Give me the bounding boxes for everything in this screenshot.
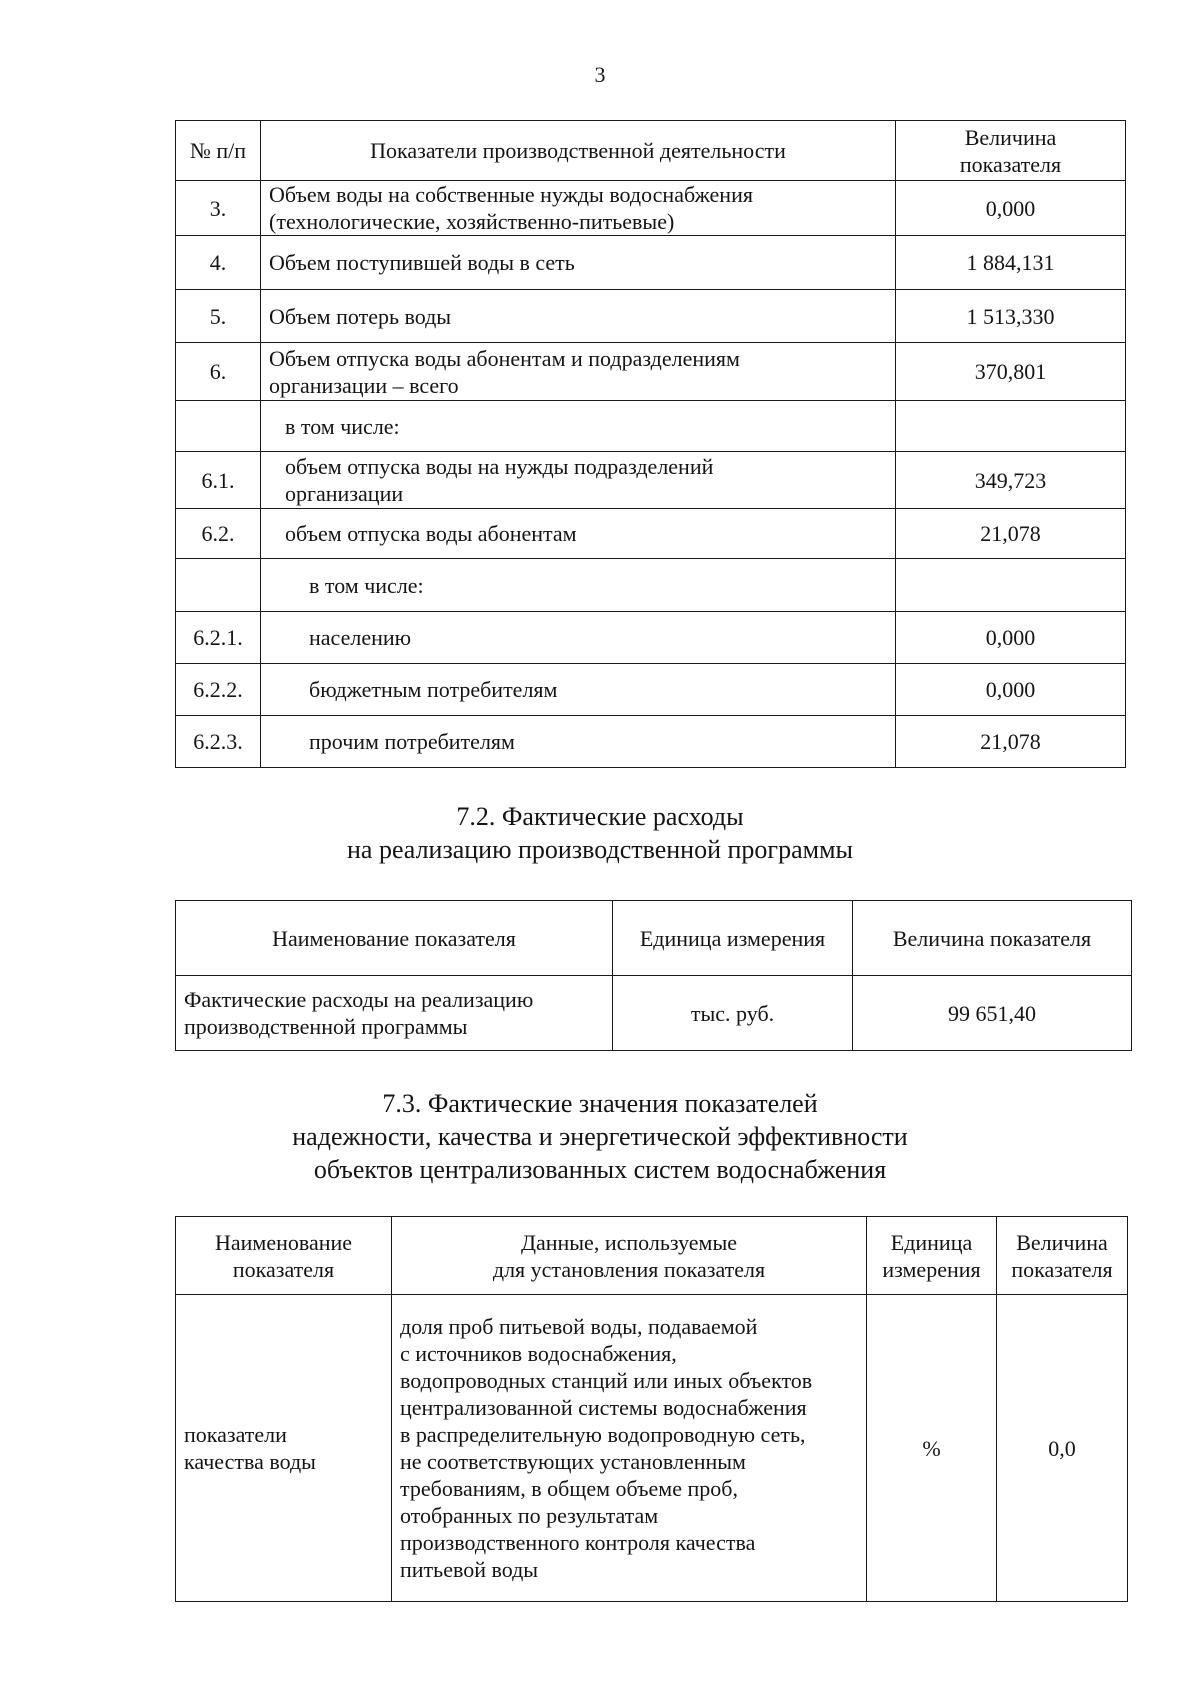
section-7-3-title-line2: надежности, качества и энергетической эффективности xyxy=(292,1122,908,1151)
section-7-3-title-line3: объектов централизованных систем водоснабжения xyxy=(313,1155,887,1184)
table-row xyxy=(176,664,1126,716)
header-unit-line2: измерения xyxy=(882,1256,981,1282)
table-row xyxy=(176,236,1126,290)
header-data xyxy=(392,1217,867,1295)
row-indicator: населению xyxy=(261,612,896,664)
row-value: 0,0 xyxy=(997,1295,1128,1602)
row-name xyxy=(176,1295,392,1602)
row-data-line: централизованной системы водоснабжения xyxy=(400,1395,807,1420)
row-num xyxy=(176,559,261,612)
section-7-2-title xyxy=(0,800,1200,866)
row-num: 3. xyxy=(176,181,261,236)
row-num: 6.1. xyxy=(176,452,261,509)
table-row xyxy=(176,343,1126,401)
row-value: 21,078 xyxy=(896,509,1126,559)
table-row xyxy=(176,181,1126,236)
row-data-line: не соответствующих установленным xyxy=(400,1449,746,1474)
row-value: 1 513,330 xyxy=(896,290,1126,343)
header-name-line1: Наименование xyxy=(214,1229,353,1255)
row-data-line: водопроводных станций или иных объектов xyxy=(400,1368,813,1393)
row-data-line: в распределительную водопроводную сеть, xyxy=(400,1422,806,1447)
row-indicator: в том числе: xyxy=(261,559,896,612)
row-value xyxy=(896,559,1126,612)
row-num: 6. xyxy=(176,343,261,401)
row-value: 21,078 xyxy=(896,716,1126,768)
row-indicator: Объем потерь воды xyxy=(261,290,896,343)
row-num: 6.2.1. xyxy=(176,612,261,664)
row-indicator: в том числе: xyxy=(261,401,896,452)
row-data xyxy=(392,1295,867,1602)
row-indicator: объем отпуска воды абонентам xyxy=(261,509,896,559)
row-indicator xyxy=(261,181,896,236)
row-indicator-line1: объем отпуска воды на нужды подразделений xyxy=(285,454,714,479)
header-unit: Единица измерения xyxy=(613,901,853,976)
table-header-row xyxy=(176,1217,1128,1295)
row-value: 370,801 xyxy=(896,343,1126,401)
row-data-line: доля проб питьевой воды, подаваемой xyxy=(400,1314,758,1339)
row-data-line: с источников водоснабжения, xyxy=(400,1341,677,1366)
section-7-3-title-line1: 7.3. Фактические значения показателей xyxy=(382,1089,818,1118)
header-data-line1: Данные, используемые xyxy=(520,1229,738,1255)
row-indicator xyxy=(261,452,896,509)
table-row xyxy=(176,1295,1128,1602)
row-indicator-line2: (технологические, хозяйственно-питьевые) xyxy=(269,209,675,234)
table-row xyxy=(176,452,1126,509)
header-value-line2: показателя xyxy=(959,151,1062,177)
header-value-line1: Величина xyxy=(1016,1229,1108,1255)
row-num: 6.2.3. xyxy=(176,716,261,768)
header-value xyxy=(997,1217,1128,1295)
header-name-line2: показателя xyxy=(232,1256,335,1282)
row-value: 349,723 xyxy=(896,452,1126,509)
production-indicators-table xyxy=(175,120,1126,768)
table-row xyxy=(176,612,1126,664)
header-indicator: Показатели производственной деятельности xyxy=(261,121,896,181)
header-value xyxy=(896,121,1126,181)
row-num: 4. xyxy=(176,236,261,290)
header-name: Наименование показателя xyxy=(176,901,613,976)
header-value-line1: Величина xyxy=(964,124,1057,150)
row-unit: % xyxy=(867,1295,997,1602)
header-unit xyxy=(867,1217,997,1295)
row-value: 0,000 xyxy=(896,181,1126,236)
table-row xyxy=(176,559,1126,612)
row-data-line: отобранных по результатам xyxy=(400,1503,659,1528)
row-data-line: требованиям, в общем объеме проб, xyxy=(400,1476,738,1501)
table-row xyxy=(176,716,1126,768)
row-value xyxy=(896,401,1126,452)
section-7-3-title xyxy=(0,1087,1200,1186)
table-row xyxy=(176,976,1132,1051)
header-name xyxy=(176,1217,392,1295)
row-indicator: прочим потребителям xyxy=(261,716,896,768)
row-num: 6.2. xyxy=(176,509,261,559)
row-indicator-line1: Объем отпуска воды абонентам и подразделениям xyxy=(269,345,740,371)
row-value: 0,000 xyxy=(896,612,1126,664)
section-7-2-title-line2: на реализацию производственной программы xyxy=(346,835,853,864)
row-value: 99 651,40 xyxy=(853,976,1132,1051)
row-indicator-line2: организации xyxy=(285,481,404,506)
header-data-line2: для установления показателя xyxy=(492,1256,766,1282)
row-value: 1 884,131 xyxy=(896,236,1126,290)
row-name-line2: качества воды xyxy=(184,1449,316,1474)
header-value: Величина показателя xyxy=(853,901,1132,976)
row-num: 6.2.2. xyxy=(176,664,261,716)
row-value: 0,000 xyxy=(896,664,1126,716)
row-num xyxy=(176,401,261,452)
table-row xyxy=(176,401,1126,452)
header-num: № п/п xyxy=(176,121,261,181)
row-name xyxy=(176,976,613,1051)
row-indicator-line2: организации – всего xyxy=(269,372,459,398)
row-indicator: Объем поступившей воды в сеть xyxy=(261,236,896,290)
row-data-line: питьевой воды xyxy=(400,1557,539,1582)
row-name-line1: Фактические расходы на реализацию xyxy=(184,987,534,1012)
table-header-row xyxy=(176,121,1126,181)
page-number: 3 xyxy=(594,62,606,87)
table-row xyxy=(176,290,1126,343)
row-data-line: производственного контроля качества xyxy=(400,1530,756,1555)
header-unit-line1: Единица xyxy=(890,1229,973,1255)
row-indicator: бюджетным потребителям xyxy=(261,664,896,716)
quality-indicators-table xyxy=(175,1216,1128,1602)
row-unit: тыс. руб. xyxy=(613,976,853,1051)
row-num: 5. xyxy=(176,290,261,343)
row-indicator-line1: Объем воды на собственные нужды водоснабжения xyxy=(269,182,753,207)
row-name-line1: показатели xyxy=(184,1422,287,1447)
row-indicator xyxy=(261,343,896,401)
header-value-line2: показателя xyxy=(1011,1256,1113,1282)
table-header-row xyxy=(176,901,1132,976)
expenses-table xyxy=(175,900,1132,1051)
row-name-line2: производственной программы xyxy=(184,1014,468,1039)
table-row xyxy=(176,509,1126,559)
section-7-2-title-line1: 7.2. Фактические расходы xyxy=(456,802,744,831)
